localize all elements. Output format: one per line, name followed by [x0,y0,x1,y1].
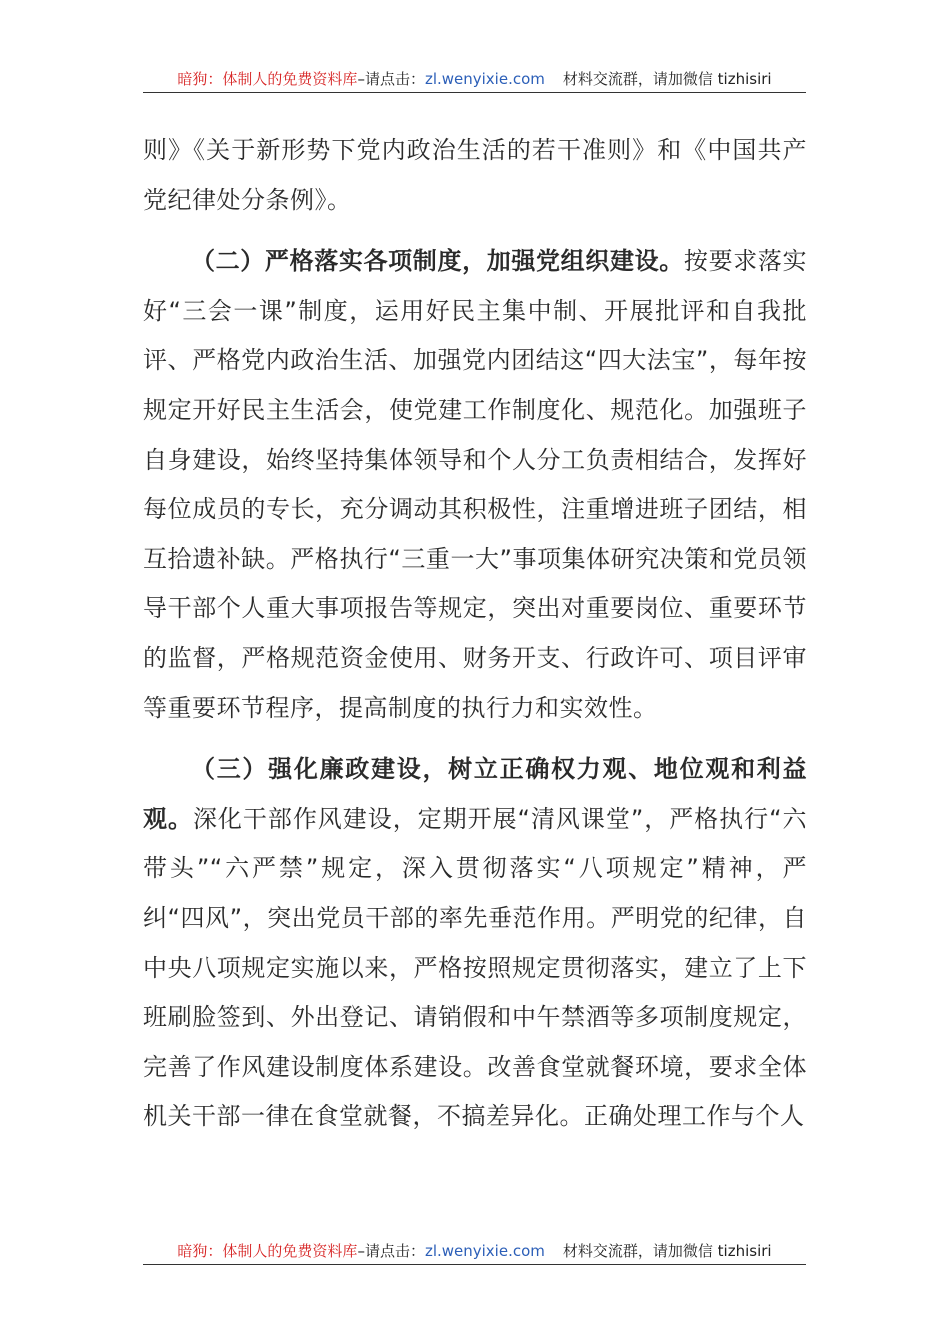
header-brand: 暗狗：体制人的免费资料库 [177,70,358,88]
footer-brand: 暗狗：体制人的免费资料库 [177,1242,358,1260]
footer-group-info: 材料交流群，请加微信 tizhisiri [562,1242,772,1260]
header-link[interactable]: zl.wenyixie.com [424,70,545,88]
header-banner [143,68,806,93]
section-3-body: 深化干部作风建设，定期开展“清风课堂”，严格执行“六带头”“六严禁”规定，深入贯彻落实“八项规定”精神，严纠“四风”，突出党员干部的率先垂范作用。严明党的纪律，自中央八项规定实施以来，严格按照规定贯彻落实，建立了上下班刷脸签到、外出登记、请销假和中午禁酒等多项制度规定，完善了作风建设制度体系建设。改善食堂就餐环境，要求全体机关干部一律在食堂就餐，不搞差异化。正确处理工作与个人 [143,804,807,1131]
footer-banner [143,1240,806,1265]
footer-prompt: –请点击： [357,1242,425,1260]
footer-link[interactable]: zl.wenyixie.com [424,1242,545,1260]
paragraph-continued: 则》《关于新形势下党内政治生活的若干准则》和《中国共产党纪律处分条例》。 [143,136,807,214]
paragraph-section-3 [143,745,807,1142]
header-group-info: 材料交流群，请加微信 tizhisiri [562,70,772,88]
header-prompt: –请点击： [357,70,425,88]
document-body [143,126,807,1142]
paragraph-section-2 [143,237,807,733]
section-3-heading: （三）强化廉政建设，树立正确权力观、地位观和利益观。 [143,755,807,833]
section-2-heading: （二）严格落实各项制度，加强党组织建设。 [191,247,684,276]
section-2-body: 按要求落实好“三会一课”制度，运用好民主集中制、开展批评和自我批评、严格党内政治生活、加强党内团结这“四大法宝”，每年按规定开好民主生活会，使党建工作制度化、规范化。加强班子自身建设，始终坚持集体领导和个人分工负责相结合，发挥好每位成员的专长，充分调动其积极性，注重增进班子团结，相互拾遗补缺。严格执行“三重一大”事项集体研究决策和党员领导干部个人重大事项报告等规定，突出对重要岗位、重要环节的监督，严格规范资金使用、财务开支、行政许可、项目评审等重要环节程序，提高制度的执行力和实效性。 [143,247,808,722]
